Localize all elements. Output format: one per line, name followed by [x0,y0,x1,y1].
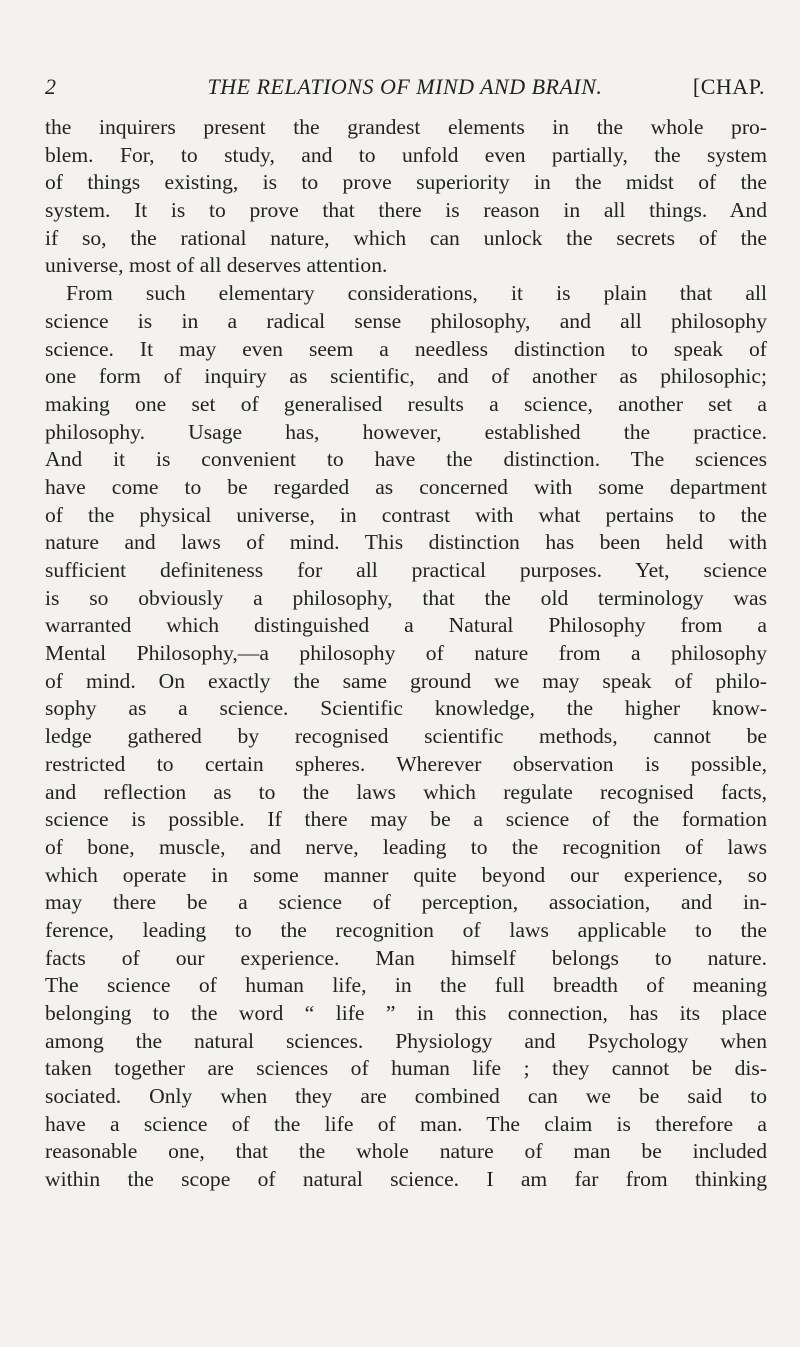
text-line: have a science of the life of man. The claim is therefore a [45,1111,767,1136]
text-line: taken together are sciences of human life ; they cannot be dis- [45,1056,767,1081]
text-line: science is in a radical sense philosophy, and all philosophy [45,308,767,333]
text-line: restricted to certain spheres. Wherever observation is possible, [45,751,767,776]
text-line: if so, the rational nature, which can unlock the secrets of the [45,225,767,250]
text-line: one form of inquiry as scientific, and of another as philosophic; [45,364,767,389]
text-line: and reflection as to the laws which regulate recognised facts, [45,779,767,804]
running-title: THE RELATIONS OF MIND AND BRAIN. [207,74,603,99]
text-line: sophy as a science. Scientific knowledge, the higher know- [45,696,767,721]
text-line: ledge gathered by recognised scientific methods, cannot be [45,724,767,749]
text-line: And it is convenient to have the distinction. The sciences [45,447,767,472]
text-line: within the scope of natural science. I am far from thinking [45,1167,767,1192]
text-line: philosophy. Usage has, however, established the practice. [45,419,767,444]
text-line: among the natural sciences. Physiology and Psychology when [45,1028,767,1053]
text-line: have come to be regarded as concerned with some department [45,474,767,499]
text-line: Mental Philosophy,—a philosophy of nature from a philosophy [45,641,767,666]
text-line: of the physical universe, in contrast with what pertains to the [45,502,767,527]
text-line: blem. For, to study, and to unfold even partially, the system [45,142,767,167]
text-line: is so obviously a philosophy, that the old terminology was [45,585,767,610]
text-line: ference, leading to the recognition of laws applicable to the [45,917,767,942]
body-text [45,114,767,1194]
text-line: which operate in some manner quite beyond our experience, so [45,862,767,887]
text-line: nature and laws of mind. This distinction has been held with [45,530,767,555]
chapter-tag: [CHAP. [692,74,765,99]
text-line: universe, most of all deserves attention. [45,253,388,278]
text-line: of bone, muscle, and nerve, leading to the recognition of laws [45,834,767,859]
text-line: sociated. Only when they are combined can we be said to [45,1084,767,1109]
text-line: the inquirers present the grandest elements in the whole pro- [45,115,767,139]
text-line: science is possible. If there may be a science of the formation [45,807,767,832]
text-line: facts of our experience. Man himself belongs to nature. [45,945,767,970]
text-line: of mind. On exactly the same ground we may speak of philo- [45,668,767,693]
text-line: may there be a science of perception, association, and in- [45,890,767,915]
text-line: reasonable one, that the whole nature of man be included [45,1139,767,1164]
text-line: making one set of generalised results a science, another set a [45,391,767,416]
text-line: system. It is to prove that there is reason in all things. And [45,198,767,223]
page-number: 2 [45,74,56,99]
text-line: of things existing, is to prove superiority in the midst of the [45,170,767,195]
text-line: The science of human life, in the full breadth of meaning [45,973,767,998]
text-line: sufficient definiteness for all practical purposes. Yet, science [45,558,767,582]
running-head [45,74,765,104]
text-line: science. It may even seem a needless distinction to speak of [45,336,767,361]
text-line: warranted which distinguished a Natural Philosophy from a [45,613,767,638]
text-line: belonging to the word “ life ” in this connection, has its place [45,1001,767,1025]
text-line: From such elementary considerations, it is plain that all [66,281,767,306]
